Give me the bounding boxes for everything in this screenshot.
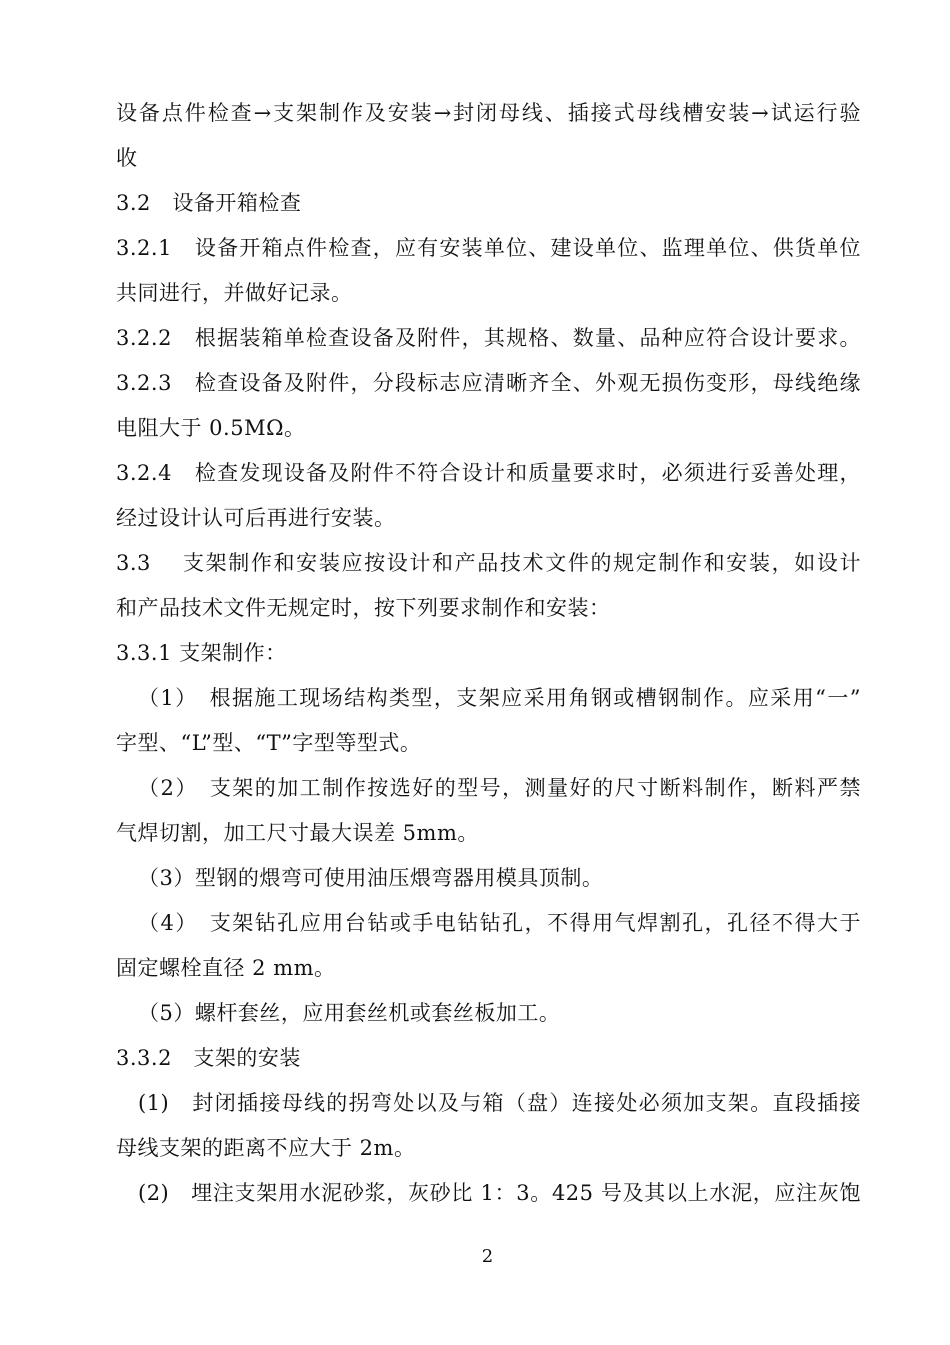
text-line: 共同进行，并做好记录。	[116, 281, 353, 305]
text-line: 字型、“L”型、“T”字型等型式。	[116, 731, 422, 755]
text-line: 3.2.1 设备开箱点件检查，应有安装单位、建设单位、监理单位、供货单位	[116, 236, 861, 260]
list-item: （2） 支架的加工制作按选好的型号，测量好的尺寸断料制作，断料严禁	[138, 776, 861, 800]
text-line: 3.3 支架制作和安装应按设计和产品技术文件的规定制作和安装，如设计	[116, 551, 861, 575]
list-item: （5）螺杆套丝，应用套丝机或套丝板加工。	[138, 1001, 561, 1025]
section-heading: 3.3.2 支架的安装	[116, 1046, 301, 1070]
text-line: 3.2.3 检查设备及附件，分段标志应清晰齐全、外观无损伤变形，母线绝缘	[116, 371, 861, 395]
section-heading: 3.3.1 支架制作：	[116, 641, 287, 665]
text-line: 3.2.2 根据装箱单检查设备及附件，其规格、数量、品种应符合设计要求。	[116, 326, 861, 350]
text-line: 设备点件检查→支架制作及安装→封闭母线、插接式母线槽安装→试运行验	[116, 101, 861, 125]
list-item: (2) 埋注支架用水泥砂浆，灰砂比 1：3。425 号及其以上水泥，应注灰饱	[138, 1181, 861, 1205]
text-line: 3.2.4 检查发现设备及附件不符合设计和质量要求时，必须进行妥善处理，	[116, 461, 861, 485]
list-item: （3）型钢的煨弯可使用油压煨弯器用模具顶制。	[138, 866, 604, 890]
page-number: 2	[481, 1246, 494, 1267]
text-line: 经过设计认可后再进行安装。	[116, 506, 396, 530]
list-item: （4） 支架钻孔应用台钻或手电钻钻孔，不得用气焊割孔，孔径不得大于	[138, 911, 861, 935]
text-line: 气焊切割，加工尺寸最大误差 5mm。	[116, 821, 479, 845]
text-line: 固定螺栓直径 2 mm。	[116, 956, 336, 980]
list-item: (1) 封闭插接母线的拐弯处以及与箱（盘）连接处必须加支架。直段插接	[138, 1091, 861, 1115]
text-line: 和产品技术文件无规定时，按下列要求制作和安装：	[116, 596, 611, 620]
text-line: 母线支架的距离不应大于 2m。	[116, 1136, 416, 1160]
list-item: （1） 根据施工现场结构类型，支架应采用角钢或槽钢制作。应采用“一”	[138, 686, 861, 710]
text-line: 电阻大于 0.5MΩ。	[116, 416, 306, 440]
text-line: 收	[116, 146, 138, 170]
section-heading: 3.2 设备开箱检查	[116, 191, 302, 215]
